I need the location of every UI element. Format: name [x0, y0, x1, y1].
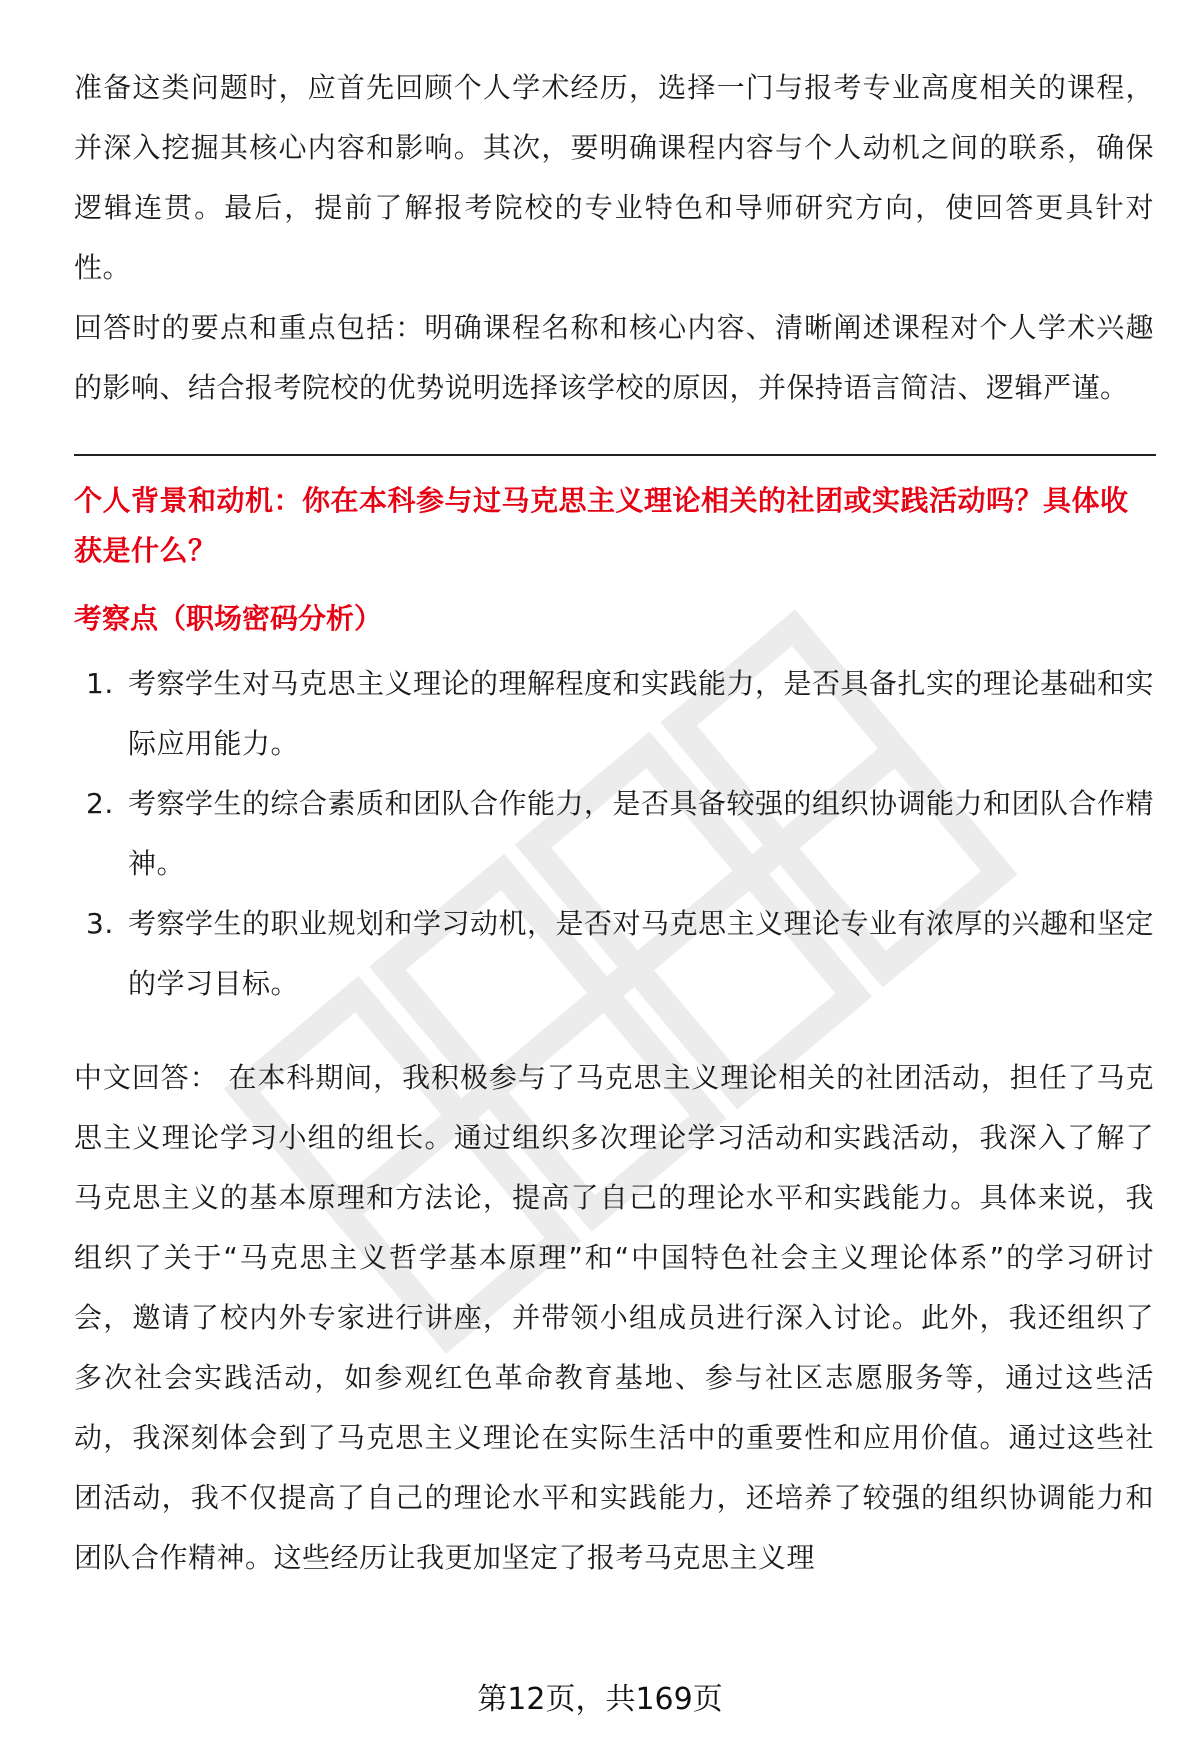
list-item-number: 3.: [86, 907, 114, 940]
list-item-text: 考察学生的综合素质和团队合作能力，是否具备较强的组织协调能力和团队合作精神。: [128, 787, 1155, 880]
list-item-number: 2.: [86, 787, 114, 820]
intro-paragraph-2: 回答时的要点和重点包括：明确课程名称和核心内容、清晰阐述课程对个人学术兴趣的影响、结合报考院校的优势说明选择该学校的原因，并保持语言简洁、逻辑严谨。: [74, 311, 1154, 404]
question-title: 个人背景和动机：你在本科参与过马克思主义理论相关的社团或实践活动吗？具体收获是什么？: [74, 484, 1129, 567]
section-divider: [74, 454, 1156, 456]
main-content: [74, 58, 1154, 1588]
intro-paragraph-1: 准备这类问题时，应首先回顾个人学术经历，选择一门与报考专业高度相关的课程，并深入挖掘其核心内容和影响。其次，要明确课程内容与个人动机之间的联系，确保逻辑连贯。最后，提前了解报考院校的专业特色和导师研究方向，使回答更具针对性。: [74, 71, 1154, 284]
answer-paragraph: 中文回答： 在本科期间，我积极参与了马克思主义理论相关的社团活动，担任了马克思主义理论学习小组的组长。通过组织多次理论学习活动和实践活动，我深入了解了马克思主义的基本原理和方法论，提高了自己的理论水平和实践能力。具体来说，我组织了关于“马克思主义哲学基本原理”和“中国特色社会主义理论体系”的学习研讨会，邀请了校内外专家进行讲座，并带领小组成员进行深入讨论。此外，我还组织了多次社会实践活动，如参观红色革命教育基地、参与社区志愿服务等，通过这些活动，我深刻体会到了马克思主义理论在实际生活中的重要性和应用价值。通过这些社团活动，我不仅提高了自己的理论水平和实践能力，还培养了较强的组织协调能力和团队合作精神。这些经历让我更加坚定了报考马克思主义理: [74, 1061, 1154, 1574]
list-item: [74, 654, 1154, 774]
list-item: [74, 774, 1154, 894]
list-item-text: 考察学生的职业规划和学习动机，是否对马克思主义理论专业有浓厚的兴趣和坚定的学习目标。: [128, 907, 1155, 1000]
page-number-footer: 第12页，共169页: [477, 1682, 723, 1717]
assessment-points-list: [74, 654, 1154, 1014]
list-item-text: 考察学生对马克思主义理论的理解程度和实践能力，是否具备扎实的理论基础和实际应用能力。: [128, 667, 1155, 760]
list-item-number: 1.: [86, 667, 114, 700]
list-item: [74, 894, 1154, 1014]
assessment-subheading: 考察点（职场密码分析）: [74, 602, 383, 635]
